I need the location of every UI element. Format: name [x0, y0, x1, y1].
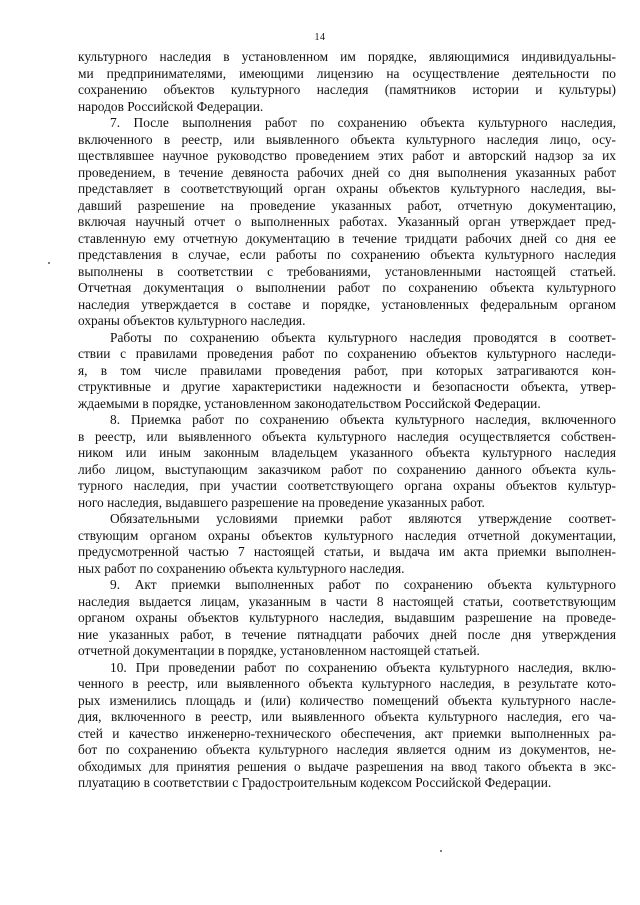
paragraph-first-line: Работы по сохранению объекта культурного наследия проводятся в соответ- [110, 329, 616, 345]
paragraph-line: давший разрешение на проведение указанных работ, отчетную документацию, [78, 197, 616, 213]
paragraph-line: ного наследия, выдавшего разрешение на проведение указанных работ. [78, 494, 485, 510]
paragraph-line: наследия утверждается в составе и порядке, установленных федеральным органом [78, 296, 616, 312]
paragraph-line: ми предпринимателями, имеющими лицензию на осуществление деятельности по [78, 65, 616, 81]
paragraph-line: ждаемыми в порядке, установленном законодательством Российской Федерации. [78, 395, 541, 411]
paragraph-line: ществлявшее научное руководство проведением этих работ и авторский надзор за их [78, 148, 616, 163]
paragraph-line: представления в случае, если работы по сохранению объекта культурного наследия [78, 247, 616, 262]
paragraph-line: отчетной документации в порядке, установленном настоящей статьей. [78, 643, 480, 658]
paragraph-line: Отчетная документация о выполнении работ по сохранению объекта культурного [78, 280, 616, 295]
paragraph-line: ствующим органом охраны объектов культурного наследия отчетной документации, [78, 527, 616, 543]
scan-speck [48, 262, 50, 264]
paragraph-line: представляет в соответствующий орган охраны объектов культурного наследия, вы- [78, 181, 616, 196]
paragraph-line: выполнены в соответствии с требованиями, установленными настоящей статьей. [78, 263, 616, 279]
paragraph-line: стей и качество инженерно-технического обеспечения, акт приемки выполненных ра- [78, 725, 616, 741]
paragraph-line: плуатацию в соответствии с Градостроительным кодексом Российской Федерации. [78, 775, 552, 790]
paragraph-line: я, в том числе правилами проведения работ, при которых затрагиваются кон- [78, 362, 616, 378]
paragraph-line: охраны объектов культурного наследия. [78, 313, 306, 328]
paragraph-first-line: 9. Акт приемки выполненных работ по сохранению объекта культурного [110, 577, 616, 592]
paragraph-line: ние указанных работ, в течение пятнадцати рабочих дней после дня утверждения [78, 626, 616, 642]
page-number: 14 [314, 32, 326, 43]
paragraph-line: включая научный отчет о выполненных работах. Указанный орган утверждает пред- [78, 214, 616, 229]
paragraph-line: структивные и другие характеристики надежности и безопасности объекта, утвер- [78, 379, 616, 394]
paragraph-line: ником или иным законным владельцем указанного объекта культурного наследия [78, 445, 616, 460]
paragraph-first-line: Обязательными условиями приемки работ являются утверждение соответ- [110, 511, 616, 526]
paragraph-first-line: 8. Приемка работ по сохранению объекта культурного наследия, включенного [110, 412, 616, 427]
scan-speck [440, 850, 442, 852]
document-body [78, 49, 616, 792]
paragraph-line: турного наследия, при участии соответствующего органа охраны объектов культур- [78, 478, 616, 493]
paragraph-line: дия, включенного в реестр, или выявленного объекта культурного наследия, его ча- [78, 709, 616, 724]
paragraph-first-line: культурного наследия в установленном им порядке, являющимися индивидуальны- [78, 49, 616, 64]
paragraph-line: ствии с правилами проведения работ по сохранению объектов культурного наследи- [78, 346, 616, 361]
paragraph-line: ченного в реестр, или выявленного объекта культурного наследия, в результате кото- [78, 676, 616, 691]
paragraph-first-line: 10. При проведении работ по сохранению объекта культурного наследия, вклю- [110, 659, 616, 675]
paragraph-first-line: 7. После выполнения работ по сохранению объекта культурного наследия, [110, 115, 616, 130]
paragraph-line: сохранению объектов культурного наследия (памятников истории и культуры) [78, 82, 616, 97]
paragraph-line: ставленную ему отчетную документацию в течение тридцати рабочих дней со дня ее [78, 230, 616, 246]
paragraph-line: в реестр, или выявленного объекта культурного наследия осуществляется собствен- [78, 428, 616, 444]
paragraph-line: обходимых для принятия решения о выдаче разрешения на ввод такого объекта в экс- [78, 758, 616, 774]
paragraph-line: рых изменились площадь и (или) количество помещений объекта культурного насле- [78, 692, 616, 708]
paragraph-line: предусмотренной частью 7 настоящей статьи, и выдача им акта приемки выполнен- [78, 544, 616, 559]
paragraph-line: либо лицом, выступающим заказчиком работ по сохранению данного объекта куль- [78, 461, 616, 477]
paragraph-line: проведением, в течение девяноста рабочих дней со дня выполнения указанных работ [78, 164, 616, 180]
paragraph-line: бот по сохранению объекта культурного наследия является одним из документов, не- [78, 742, 616, 757]
paragraph-line: органом охраны объектов культурного наследия, выдавшим разрешение на проведе- [78, 610, 616, 625]
paragraph-line: наследия выдается лицам, указанным в части 8 настоящей статьи, соответствующим [78, 593, 616, 609]
paragraph-line: включенного в реестр, или выявленного объекта культурного наследия лицо, осу- [78, 131, 616, 147]
paragraph-line: ных работ по сохранению объекта культурного наследия. [78, 560, 405, 576]
paragraph-line: народов Российской Федерации. [78, 98, 264, 114]
